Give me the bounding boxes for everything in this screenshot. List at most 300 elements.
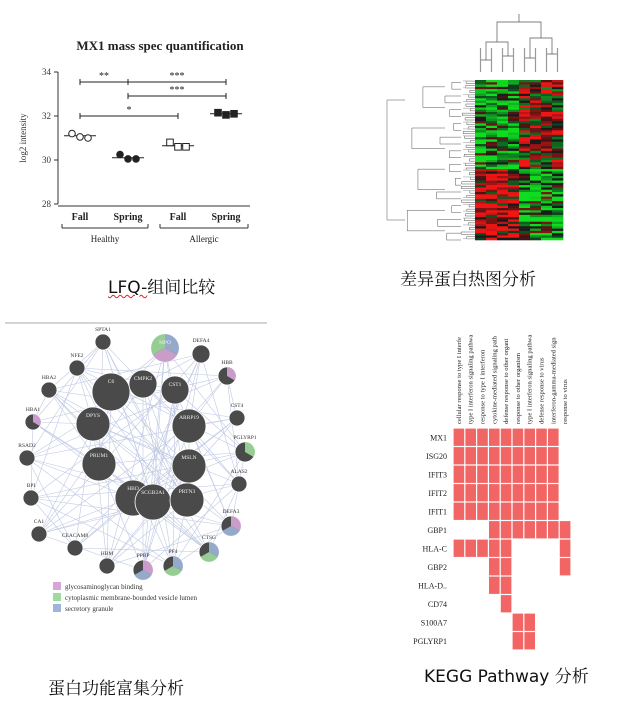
- heat-cell: [475, 123, 486, 126]
- heat-cell: [475, 185, 486, 188]
- data-point: [231, 111, 238, 118]
- heat-cell: [497, 103, 508, 106]
- heat-cell: [530, 226, 541, 229]
- heat-cell: [519, 144, 530, 147]
- heat-cell: [475, 222, 486, 225]
- heat-cell: [541, 215, 552, 218]
- lfq-caption: LFQ-组间比较: [108, 278, 216, 298]
- heat-cell: [508, 110, 519, 113]
- heat-cell: [530, 169, 541, 172]
- kegg-column-label: response to type I interferon: [479, 349, 487, 424]
- heat-cell: [475, 229, 486, 232]
- heat-cell: [486, 80, 497, 83]
- heat-cell: [497, 114, 508, 117]
- heat-cell: [475, 103, 486, 106]
- kegg-cell: [501, 484, 512, 501]
- heat-cell: [497, 107, 508, 110]
- row-label-mark: [463, 190, 473, 191]
- network-node-label: MSLN: [181, 455, 197, 461]
- heat-cell: [519, 206, 530, 209]
- heat-cell: [486, 126, 497, 129]
- heat-cell: [541, 217, 552, 220]
- y-tick-label: 28: [42, 199, 51, 209]
- network-caption: 蛋白功能富集分析: [48, 679, 184, 699]
- heat-cell: [519, 85, 530, 88]
- heat-cell: [486, 162, 497, 165]
- heat-cell: [541, 238, 552, 241]
- heat-cell: [552, 165, 563, 168]
- kegg-cell: [524, 632, 535, 649]
- heat-cell: [552, 144, 563, 147]
- heat-cell: [497, 171, 508, 174]
- heat-cell: [541, 105, 552, 108]
- heat-cell: [486, 194, 497, 197]
- heat-cell: [475, 110, 486, 113]
- heat-cell: [541, 94, 552, 97]
- heat-cell: [475, 130, 486, 133]
- heat-cell: [552, 98, 563, 101]
- heat-cell: [530, 217, 541, 220]
- heat-cell: [497, 142, 508, 145]
- heat-cell: [519, 213, 530, 216]
- heat-cell: [530, 165, 541, 168]
- heat-cell: [552, 101, 563, 104]
- heat-cell: [486, 144, 497, 147]
- dendrogram-branch: [469, 227, 475, 229]
- heat-cell: [497, 144, 508, 147]
- network-node-label: ARRP19: [179, 415, 199, 421]
- heat-cell: [497, 117, 508, 120]
- kegg-column-label: response to virus: [562, 379, 570, 424]
- heat-cell: [486, 110, 497, 113]
- heat-cell: [486, 197, 497, 200]
- heat-cell: [475, 96, 486, 99]
- network-node: [99, 558, 115, 574]
- heat-cell: [519, 117, 530, 120]
- heat-cell: [541, 235, 552, 238]
- heat-cell: [530, 192, 541, 195]
- heat-cell: [541, 171, 552, 174]
- heat-cell: [497, 112, 508, 115]
- row-dendrogram: [387, 81, 475, 240]
- kegg-panel: [395, 300, 585, 646]
- heat-cell: [552, 119, 563, 122]
- heat-cell: [497, 135, 508, 138]
- kegg-cell: [501, 447, 512, 464]
- dendrogram-branch: [440, 137, 461, 144]
- heat-cell: [519, 231, 530, 234]
- heat-cell: [541, 112, 552, 115]
- heat-cell: [519, 187, 530, 190]
- heat-cell: [508, 231, 519, 234]
- heat-cell: [541, 153, 552, 156]
- heat-cell: [508, 171, 519, 174]
- network-node-label: PF4: [168, 549, 178, 555]
- network-node-label: BPI: [26, 483, 36, 489]
- heat-cell: [497, 146, 508, 149]
- heat-cell: [508, 169, 519, 172]
- heat-cell: [508, 155, 519, 158]
- dendrogram-branch: [437, 192, 461, 199]
- heat-cell: [497, 85, 508, 88]
- heat-cell: [486, 190, 497, 193]
- heat-cell: [486, 160, 497, 163]
- dendrogram-branch: [449, 151, 461, 158]
- dendrogram-branch: [547, 54, 558, 72]
- heat-cell: [508, 181, 519, 184]
- kegg-cell: [489, 540, 500, 557]
- heat-cell: [475, 231, 486, 234]
- kegg-row-label: CD74: [427, 599, 447, 609]
- group-label: Allergic: [189, 234, 219, 244]
- heat-cell: [552, 130, 563, 133]
- heat-cell: [541, 203, 552, 206]
- heat-cell: [541, 87, 552, 90]
- heat-cell: [486, 146, 497, 149]
- heat-cell: [475, 114, 486, 117]
- dendrogram-branch: [464, 136, 475, 138]
- kegg-cell: [548, 484, 559, 501]
- heat-cell: [486, 89, 497, 92]
- dendrogram-branch: [486, 42, 508, 60]
- heat-cell: [508, 210, 519, 213]
- heat-cell: [497, 178, 508, 181]
- heat-cell: [475, 128, 486, 131]
- heat-cell: [508, 91, 519, 94]
- heat-cell: [519, 171, 530, 174]
- heat-cell: [530, 215, 541, 218]
- heat-cell: [486, 171, 497, 174]
- heat-cell: [541, 135, 552, 138]
- heat-cell: [530, 190, 541, 193]
- heat-cell: [486, 121, 497, 124]
- heat-cell: [541, 181, 552, 184]
- heat-cell: [486, 217, 497, 220]
- heat-cell: [508, 126, 519, 129]
- heat-cell: [497, 181, 508, 184]
- heat-cell: [508, 192, 519, 195]
- kegg-row-label: S100A7: [420, 618, 447, 628]
- heat-cell: [486, 199, 497, 202]
- heat-cell: [552, 135, 563, 138]
- dendrogram-branch: [466, 81, 475, 83]
- heat-cell: [497, 91, 508, 94]
- heat-cell: [486, 208, 497, 211]
- heat-cell: [475, 194, 486, 197]
- heat-cell: [541, 187, 552, 190]
- heat-cell: [475, 87, 486, 90]
- heat-cell: [497, 126, 508, 129]
- heat-cell: [508, 139, 519, 142]
- heat-cell: [541, 107, 552, 110]
- heat-cell: [508, 229, 519, 232]
- heat-cell: [497, 215, 508, 218]
- heat-cell: [519, 133, 530, 136]
- data-point: [167, 139, 174, 146]
- dendrogram-branch: [445, 96, 461, 103]
- heat-cell: [508, 174, 519, 177]
- heat-cell: [541, 231, 552, 234]
- heat-cell: [519, 137, 530, 140]
- heat-cell: [508, 206, 519, 209]
- heat-cell: [552, 231, 563, 234]
- network-node-label: PRUM1: [89, 453, 109, 459]
- heat-cell: [486, 137, 497, 140]
- heat-cell: [552, 139, 563, 142]
- heat-cell: [519, 112, 530, 115]
- heat-cell: [552, 208, 563, 211]
- heat-cell: [530, 197, 541, 200]
- heat-cell: [508, 158, 519, 161]
- heat-cell: [530, 213, 541, 216]
- x-tick-label: Fall: [71, 212, 89, 223]
- network-panel: [5, 322, 270, 622]
- network-node: [161, 376, 189, 404]
- heat-cell: [530, 199, 541, 202]
- heat-cell: [552, 197, 563, 200]
- heat-cell: [497, 208, 508, 211]
- heat-cell: [541, 142, 552, 145]
- network-edge: [39, 534, 143, 570]
- kegg-cell: [536, 484, 547, 501]
- heat-cell: [508, 219, 519, 222]
- heat-cell: [486, 87, 497, 90]
- heat-cell: [519, 181, 530, 184]
- heat-cell: [497, 206, 508, 209]
- heat-cell: [508, 89, 519, 92]
- heat-cell: [508, 144, 519, 147]
- dendrogram-branch: [470, 191, 475, 193]
- heat-cell: [541, 126, 552, 129]
- row-label-mark: [463, 101, 473, 102]
- heat-cell: [508, 121, 519, 124]
- heat-cell: [552, 183, 563, 186]
- network-node-label: DPYS: [85, 413, 101, 419]
- heat-cell: [530, 176, 541, 179]
- kegg-caption: KEGG Pathway 分析: [424, 667, 589, 687]
- heat-cell: [475, 153, 486, 156]
- heat-cell: [519, 94, 530, 97]
- heat-cell: [508, 117, 519, 120]
- heat-cell: [508, 160, 519, 163]
- kegg-cell: [548, 503, 559, 520]
- dendrogram-branch: [465, 214, 475, 216]
- heat-cell: [552, 96, 563, 99]
- legend-label: secretory granule: [65, 605, 114, 613]
- heat-cell: [508, 208, 519, 211]
- heat-cell: [508, 238, 519, 241]
- network-node-label: SPTA1: [95, 327, 111, 333]
- heat-cell: [552, 162, 563, 165]
- column-label-mark: [557, 48, 558, 72]
- heat-cell: [530, 233, 541, 236]
- kegg-cell: [489, 484, 500, 501]
- heat-cell: [486, 112, 497, 115]
- kegg-column-label: cellular response to type I interfe: [455, 337, 463, 424]
- heat-cell: [486, 107, 497, 110]
- heat-cell: [541, 190, 552, 193]
- heat-cell: [552, 235, 563, 238]
- network-node-label: HBB: [221, 360, 233, 366]
- heat-cell: [519, 238, 530, 241]
- heat-cell: [508, 226, 519, 229]
- heat-cell: [541, 82, 552, 85]
- heat-cell: [552, 222, 563, 225]
- kegg-cell: [501, 558, 512, 575]
- network-node-label: CST4: [230, 403, 244, 409]
- heat-cell: [497, 219, 508, 222]
- dendrogram-branch: [525, 58, 536, 72]
- network-edge: [227, 376, 239, 484]
- heat-cell: [475, 149, 486, 152]
- heat-cell: [552, 169, 563, 172]
- heat-cell: [541, 174, 552, 177]
- dendrogram-branch: [464, 218, 475, 220]
- heat-cell: [486, 219, 497, 222]
- heat-cell: [519, 178, 530, 181]
- data-point: [69, 130, 76, 137]
- heat-cell: [552, 155, 563, 158]
- heat-cell: [497, 101, 508, 104]
- heat-cell: [486, 149, 497, 152]
- dendrogram-branch: [452, 206, 461, 213]
- heat-cell: [519, 174, 530, 177]
- heat-cell: [530, 89, 541, 92]
- heat-cell: [497, 190, 508, 193]
- heat-cell: [552, 217, 563, 220]
- network-node-label: ALAS2: [230, 469, 248, 475]
- heat-cell: [475, 126, 486, 129]
- kegg-row-label: ISG20: [426, 451, 447, 461]
- network-node-label: C6: [107, 379, 115, 385]
- heat-cell: [497, 128, 508, 131]
- chart-title: MX1 mass spec quantification: [76, 38, 244, 53]
- heat-cell: [530, 85, 541, 88]
- heat-cell: [530, 121, 541, 124]
- heat-cell: [486, 91, 497, 94]
- network-node: [231, 476, 247, 492]
- heat-cell: [508, 142, 519, 145]
- heat-cell: [530, 222, 541, 225]
- heat-cell: [519, 167, 530, 170]
- heat-cell: [508, 165, 519, 168]
- heat-cell: [508, 96, 519, 99]
- dendrogram-branch: [438, 219, 461, 226]
- heat-cell: [475, 89, 486, 92]
- row-label-mark: [463, 225, 473, 226]
- kegg-cell: [501, 429, 512, 446]
- heat-cell: [497, 130, 508, 133]
- heat-cell: [508, 151, 519, 154]
- heat-cell: [530, 158, 541, 161]
- heat-cell: [486, 213, 497, 216]
- heat-cell: [486, 226, 497, 229]
- heat-cell: [475, 201, 486, 204]
- heat-cell: [519, 103, 530, 106]
- heat-cell: [519, 107, 530, 110]
- network-node: [19, 450, 35, 466]
- row-label-mark: [463, 149, 473, 150]
- dendrogram-branch: [469, 205, 475, 207]
- heat-cell: [497, 235, 508, 238]
- heat-cell: [530, 133, 541, 136]
- heat-cell: [508, 130, 519, 133]
- heat-cell: [530, 160, 541, 163]
- network-node-label: RSAD2: [18, 443, 36, 449]
- network-node: [229, 410, 245, 426]
- dendrogram-branch: [452, 82, 461, 89]
- heat-cell: [508, 123, 519, 126]
- kegg-column-label: defense response to other organi: [503, 338, 511, 424]
- kegg-cell: [489, 466, 500, 483]
- heat-cell: [486, 94, 497, 97]
- heat-cell: [552, 89, 563, 92]
- heat-cell: [486, 158, 497, 161]
- significance-label: ***: [169, 71, 185, 82]
- heat-cell: [530, 101, 541, 104]
- heat-cell: [486, 105, 497, 108]
- heat-cell: [552, 233, 563, 236]
- heat-cell: [508, 82, 519, 85]
- heat-cell: [475, 171, 486, 174]
- heat-cell: [530, 123, 541, 126]
- heat-cell: [508, 203, 519, 206]
- heat-cell: [530, 110, 541, 113]
- heat-cell: [530, 187, 541, 190]
- heat-cell: [486, 169, 497, 172]
- heat-cell: [519, 89, 530, 92]
- heat-cell: [530, 126, 541, 129]
- heat-cell: [519, 194, 530, 197]
- heat-cell: [497, 82, 508, 85]
- network-node: [192, 345, 210, 363]
- row-label-mark: [463, 231, 473, 232]
- heat-cell: [475, 142, 486, 145]
- network-node-label: PRTN3: [178, 489, 196, 495]
- heat-cell: [519, 199, 530, 202]
- heat-cell: [486, 210, 497, 213]
- legend-label: glycosaminoglycan binding: [65, 583, 143, 591]
- heat-cell: [475, 181, 486, 184]
- network-node-label: NFE2: [70, 353, 84, 359]
- dendrogram-branch: [469, 159, 475, 161]
- kegg-row-label: PGLYRP1: [413, 636, 447, 646]
- network-figure: [5, 322, 270, 622]
- heat-cell: [508, 128, 519, 131]
- heat-cell: [475, 135, 486, 138]
- dendrogram-branch: [465, 163, 475, 165]
- heat-cell: [519, 192, 530, 195]
- heat-cell: [519, 149, 530, 152]
- kegg-cell: [513, 503, 524, 520]
- heat-cell: [552, 229, 563, 232]
- heat-cell: [519, 151, 530, 154]
- kegg-cell: [465, 484, 476, 501]
- heat-cell: [497, 89, 508, 92]
- kegg-cell: [489, 577, 500, 594]
- heat-cell: [519, 153, 530, 156]
- dendrogram-branch: [461, 186, 475, 188]
- heat-cell: [530, 114, 541, 117]
- legend-swatch: [53, 593, 61, 601]
- heat-cell: [552, 94, 563, 97]
- heat-cell: [552, 185, 563, 188]
- network-node-label: CTSG: [201, 535, 217, 541]
- group-label: Healthy: [90, 234, 120, 244]
- kegg-column-label: type I interferon signaling pathwa: [526, 334, 534, 424]
- heat-cell: [552, 171, 563, 174]
- heat-cell: [541, 119, 552, 122]
